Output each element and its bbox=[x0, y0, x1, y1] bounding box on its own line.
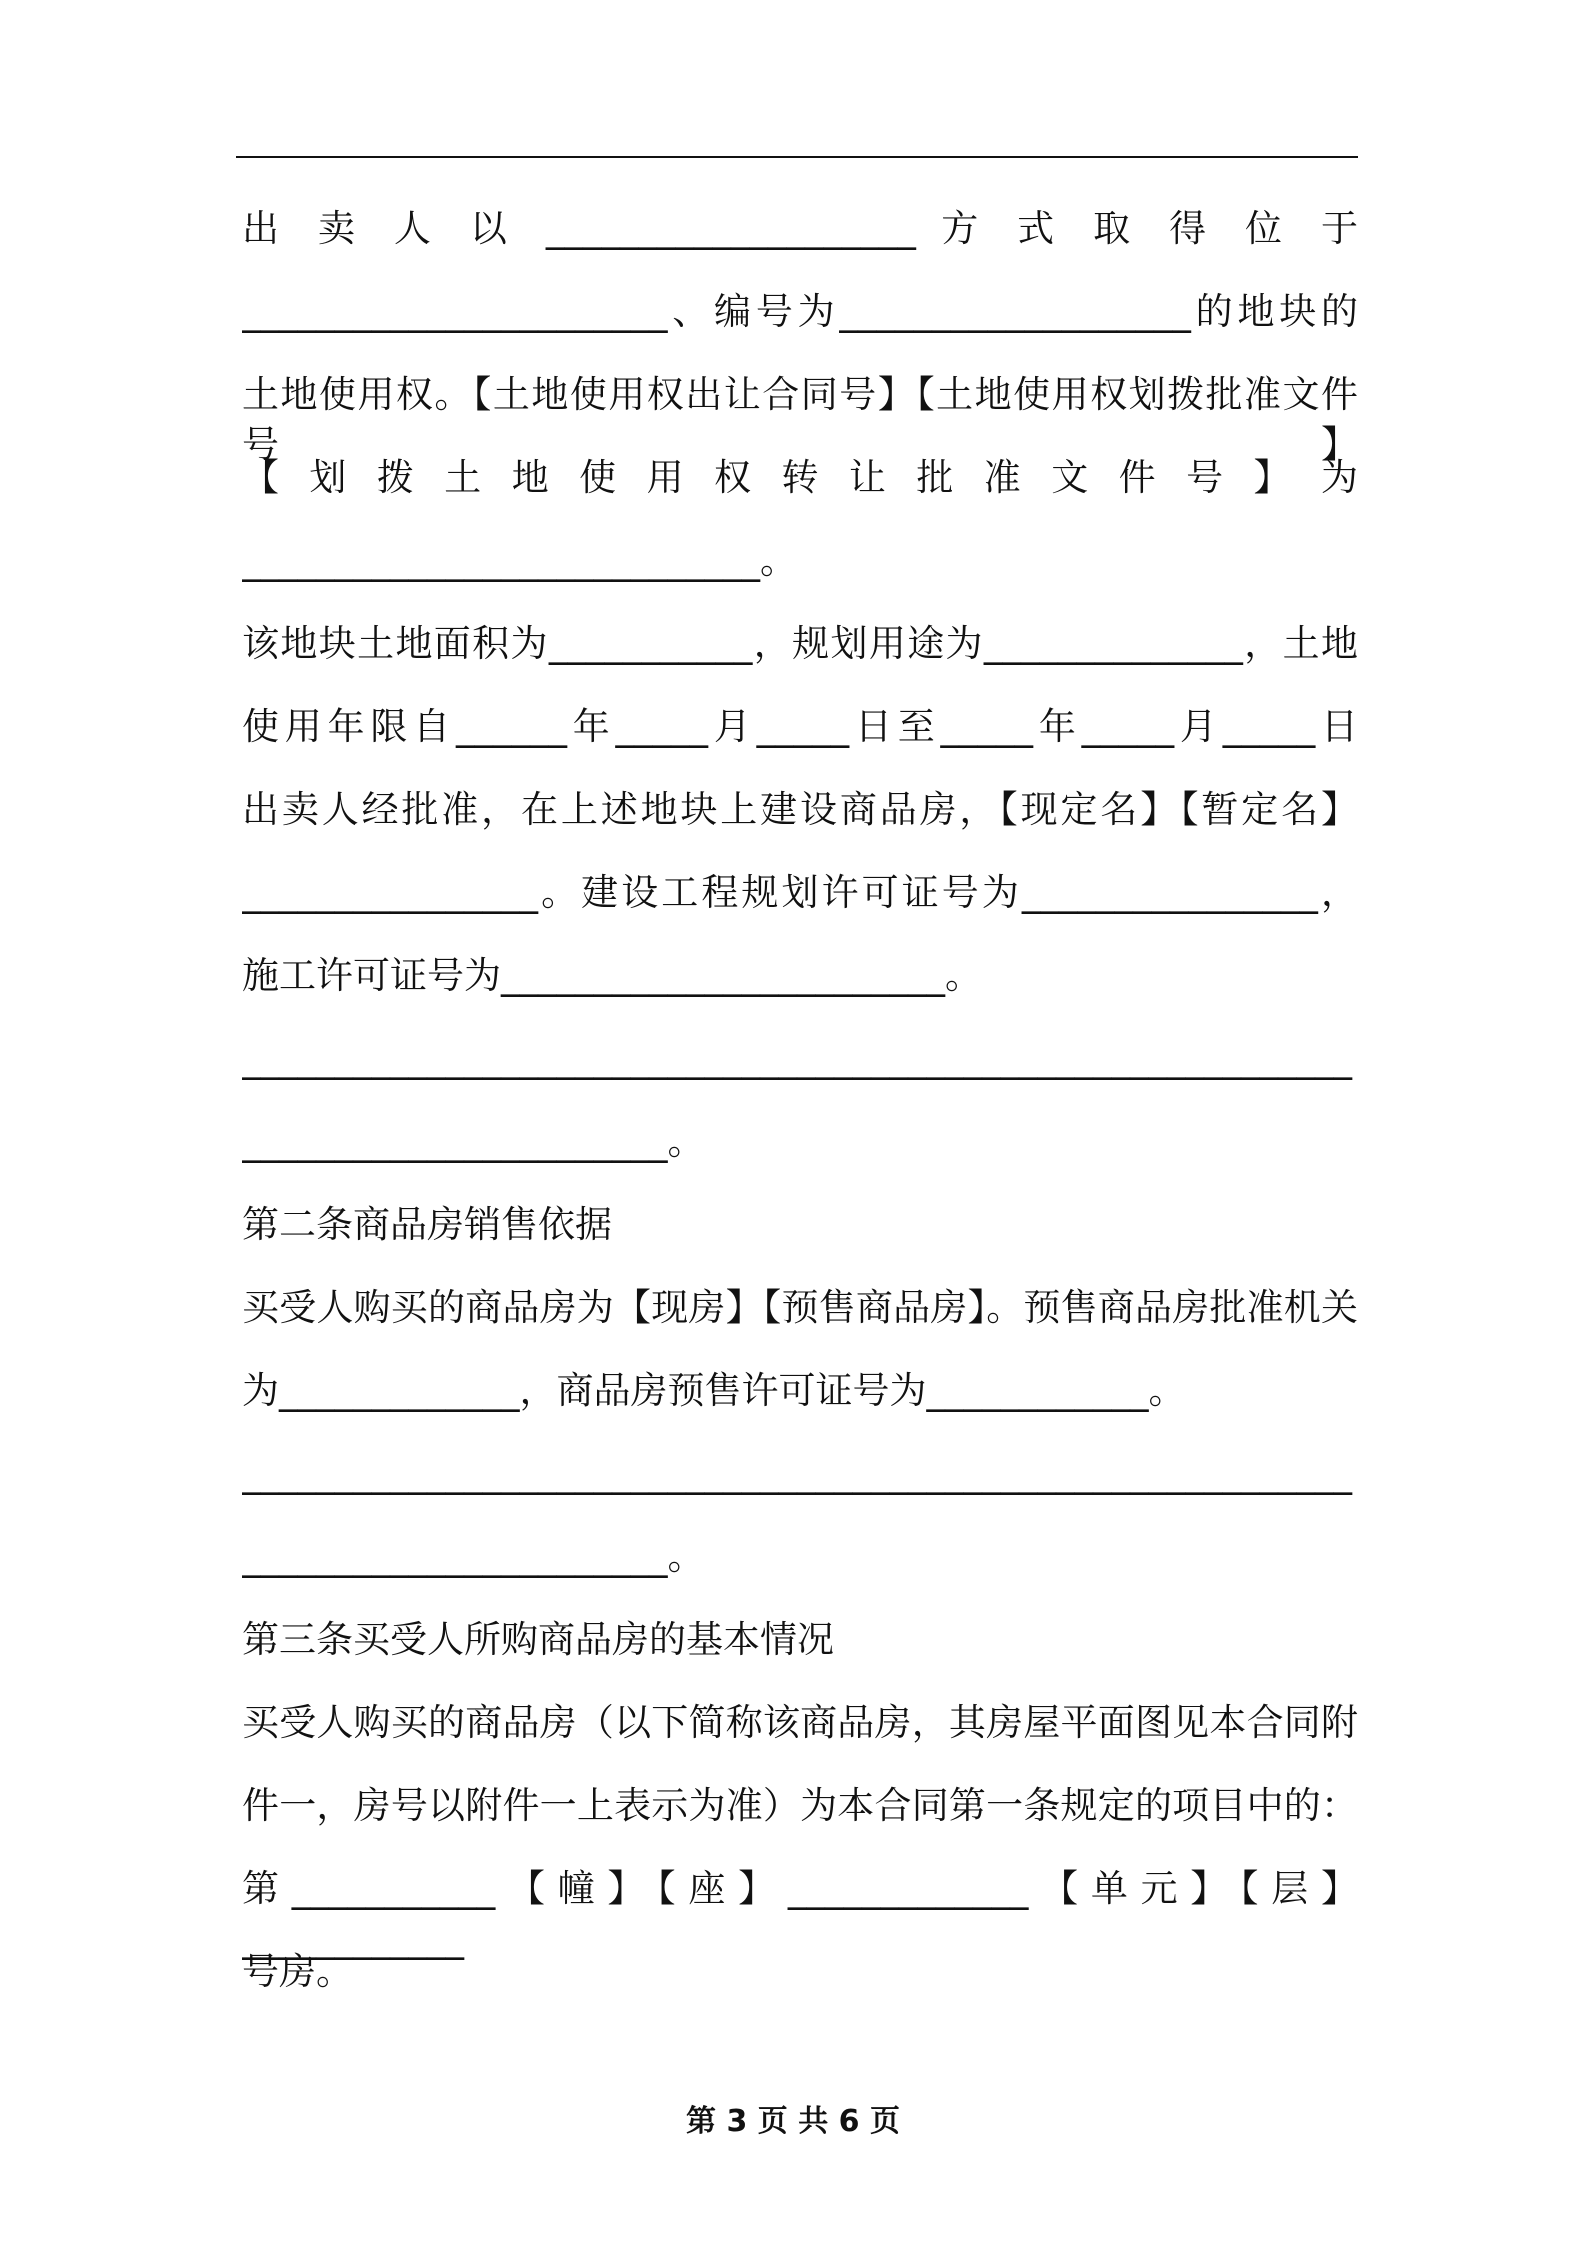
text-line-12: _______________________。 bbox=[242, 1120, 705, 1163]
page-number-footer: 第 3 页 共 6 页 bbox=[686, 2104, 900, 2139]
text-line-19: 买受人购买的商品房（以下简称该商品房，其房屋平面图见本合同附 bbox=[242, 1701, 1358, 1744]
header-rule bbox=[236, 156, 1358, 158]
text-line-17: _______________________。 bbox=[242, 1535, 705, 1578]
text-line-22: 号房。 bbox=[242, 1950, 353, 1993]
text-line-11: ____________________________________________________________ bbox=[242, 1037, 1352, 1080]
text-line-14: 买受人购买的商品房为【现房】【预售商品房】。预售商品房批准机关 bbox=[242, 1286, 1358, 1329]
text-line-20: 件一，房号以附件一上表示为准）为本合同第一条规定的项目中的： bbox=[242, 1784, 1358, 1827]
text-line-2: _______________________、编号为___________________的地块的 bbox=[242, 290, 1358, 333]
text-line-1: 出 卖 人 以 ____________________ 方 式 取 得 位 于 bbox=[242, 207, 1358, 250]
text-line-16: ____________________________________________________________ bbox=[242, 1452, 1352, 1495]
text-line-8: 出卖人经批准，在上述地块上建设商品房，【现定名】【暂定名】 bbox=[242, 788, 1358, 831]
section-heading-3: 第三条买受人所购商品房的基本情况 bbox=[242, 1618, 834, 1661]
text-line-6: 该地块土地面积为___________，规划用途为______________，土地 bbox=[242, 622, 1358, 665]
text-line-5: ____________________________。 bbox=[242, 539, 797, 582]
text-line-3: 土地使用权。【土地使用权出让合同号】【土地使用权划拨批准文件号】 bbox=[242, 373, 1358, 466]
text-line-7: 使用年限自______年_____月_____日至_____年_____月_____日 bbox=[242, 705, 1358, 748]
text-line-9: ________________。建设工程规划许可证号为________________， bbox=[242, 871, 1358, 914]
text-line-4: 【 划 拨 土 地 使 用 权 转 让 批 准 文 件 号 】 为 bbox=[242, 456, 1358, 499]
text-line-10: 施工许可证号为________________________。 bbox=[242, 954, 982, 997]
text-line-15: 为_____________，商品房预售许可证号为____________。 bbox=[242, 1369, 1186, 1412]
text-line-21: 第___________【幢】【座】_____________【单元】【层】____________ bbox=[242, 1867, 1358, 1960]
section-heading-2: 第二条商品房销售依据 bbox=[242, 1203, 612, 1246]
